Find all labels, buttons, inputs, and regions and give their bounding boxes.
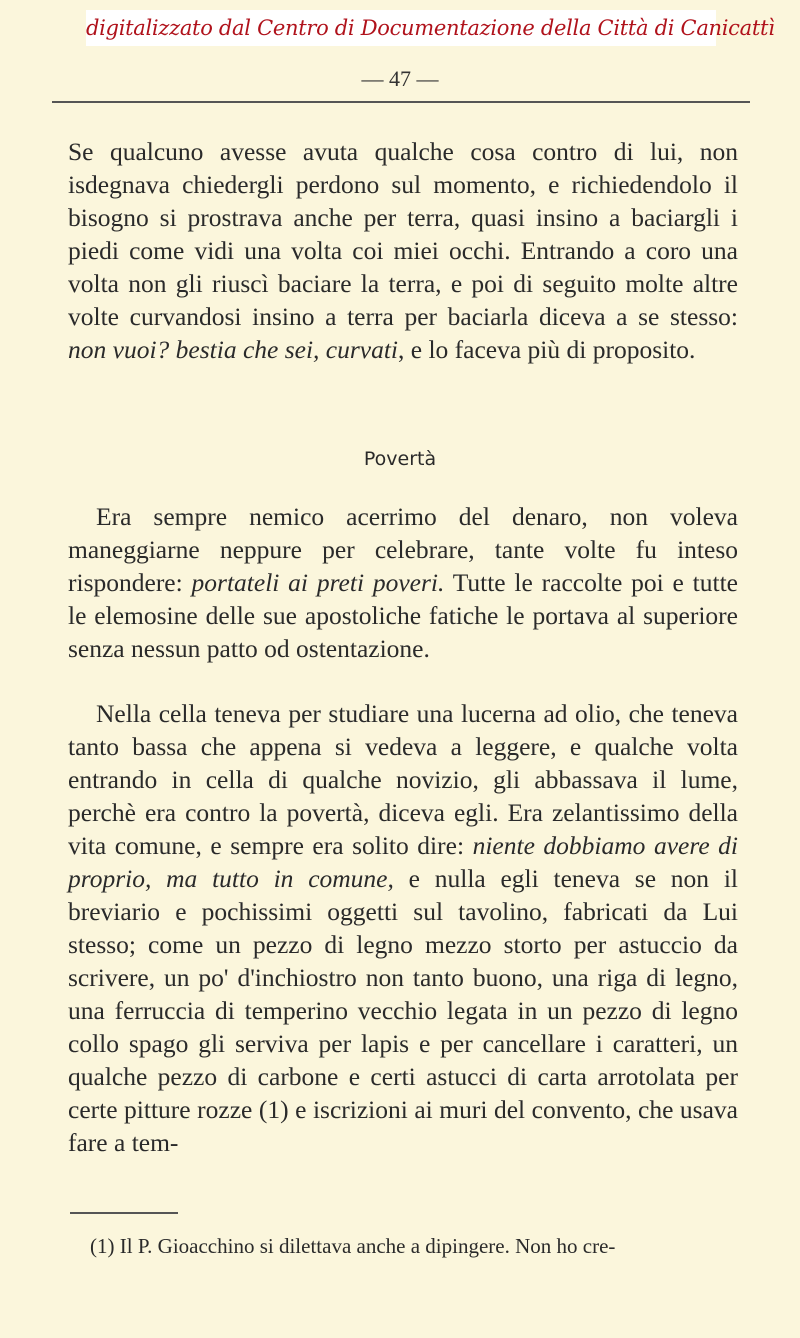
paragraph-humility — [68, 135, 738, 366]
paragraph-text: e nulla egli teneva se non il breviario e pochissimi oggetti sul tavolino, fabricati da Lui stesso; come un pezzo di legno mezzo storto per astuccio da scrivere, un po' d'inchiostro non tanto buono, una riga di legno, una ferruccia di temperino vecchio legata in un pezzo di legno collo spago gli serviva per lapis e per cancellare i caratteri, un qualche pezzo di carbone e certi astucci di carta arrotolata per certe pitture rozze (1) e iscrizioni ai muri del convento, che usava fare a tem- — [68, 864, 738, 1157]
italic-quote: niente dobbiamo avere di proprio, ma tutto in comune, — [68, 831, 739, 893]
page-number: — 47 — — [361, 66, 439, 91]
paragraph-text: Era sempre nemico acerrimo del denaro, non voleva maneggiarne neppure per celebrare, tante volte fu inteso rispondere: — [68, 502, 738, 597]
section-title: Povertà — [363, 448, 437, 470]
paragraph-text: , e lo faceva più di proposito. — [398, 335, 696, 364]
paragraph-money — [68, 500, 738, 665]
paragraph-text: Tutte le raccolte poi e tutte le elemosine delle sue apostoliche fatiche le portava al superiore senza nessun patto od ostentazione. — [68, 568, 738, 663]
paragraph-cell — [68, 697, 738, 1159]
italic-quote: non vuoi? bestia che sei, curvati — [68, 335, 399, 364]
paragraph-text: Se qualcuno avesse avuta qualche cosa contro di lui, non isdegnava chiedergli perdono sul momento, e richiedendolo il bisogno si prostrava anche per terra, quasi insino a baciargli i piedi come vidi una volta coi miei occhi. Entrando a coro una volta non gli riuscì baciare la terra, e poi di seguito molte altre volte curvandosi insino a terra per baciarla diceva a se stesso: — [68, 137, 738, 331]
paragraph-text: Nella cella teneva per studiare una lucerna ad olio, che teneva tanto bassa che appena si vedeva a leggere, e qualche volta entrando in cella di qualche novizio, gli abbassava il lume, perchè era contro la povertà, diceva egli. Era zelantissimo della vita comune, e sempre era solito dire: — [68, 699, 738, 860]
italic-quote: portateli ai preti poveri. — [191, 568, 445, 597]
digitization-watermark: digitalizzato dal Centro di Documentazione della Città di Canicattì — [86, 10, 716, 46]
footnote: (1) Il P. Gioacchino si dilettava anche a dipingere. Non ho cre- — [90, 1234, 616, 1258]
footnote-rule — [70, 1212, 178, 1214]
header-rule — [52, 101, 750, 103]
